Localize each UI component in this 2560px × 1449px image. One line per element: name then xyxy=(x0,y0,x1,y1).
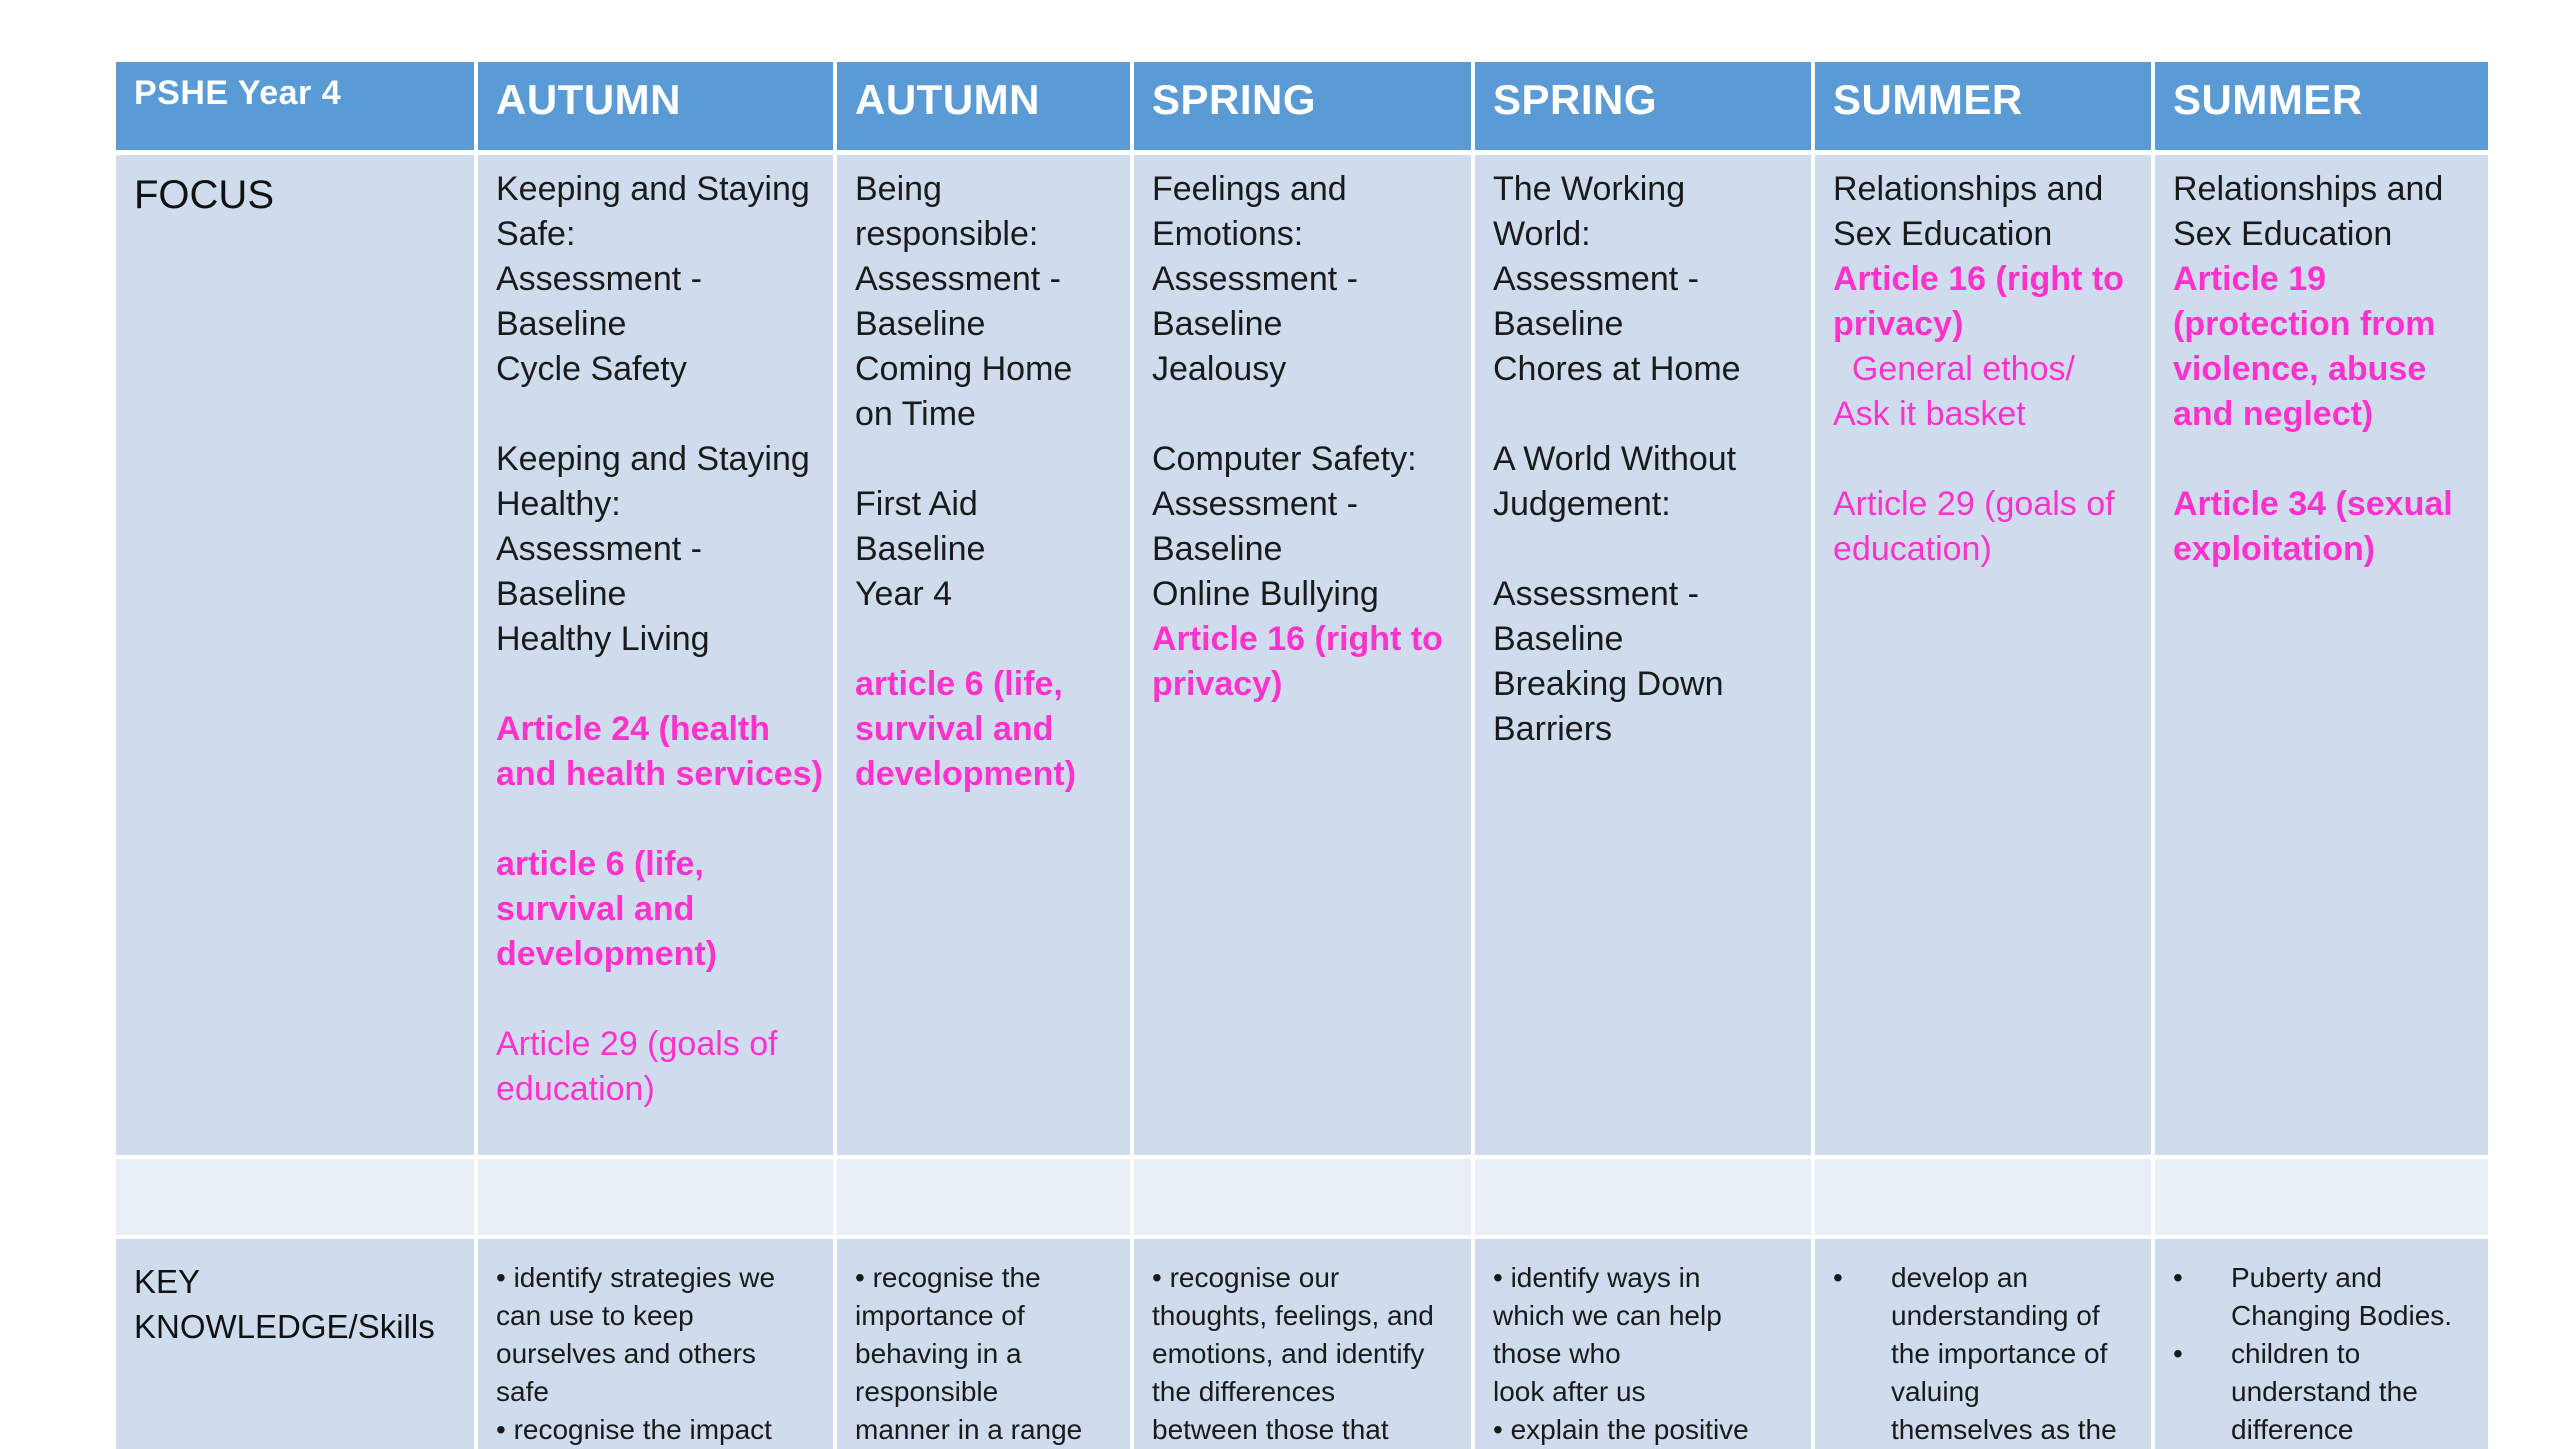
key-cell xyxy=(476,1237,835,1449)
article-reference-line: Article 16 (right to xyxy=(1833,260,2124,298)
term-header xyxy=(476,62,835,153)
key-line: difference xyxy=(2231,1414,2354,1445)
article-reference-line: violence, abuse xyxy=(2173,350,2427,388)
bullet-icon: • xyxy=(2173,1262,2183,1293)
focus-line: Relationships and xyxy=(1833,170,2104,208)
focus-line: Assessment - xyxy=(855,260,1061,298)
key-line: the importance of xyxy=(1891,1338,2108,1369)
key-line: thoughts, feelings, and xyxy=(1152,1300,1434,1331)
focus-line: Relationships and xyxy=(2173,170,2444,208)
article-reference-line: development) xyxy=(496,935,718,973)
focus-line: Computer Safety: xyxy=(1152,440,1417,478)
key-content xyxy=(2155,1239,2488,1449)
line-spacer xyxy=(855,437,1116,482)
focus-line: First Aid xyxy=(855,485,978,523)
table-title: PSHE Year 4 xyxy=(134,74,342,112)
bullet-icon: • xyxy=(2173,1338,2183,1369)
key-content xyxy=(837,1239,1130,1449)
key-line: Changing Bodies. xyxy=(2231,1300,2453,1331)
focus-line: A World Without xyxy=(1493,440,1737,478)
focus-line: Baseline xyxy=(496,305,627,343)
key-line: manner in a range xyxy=(855,1414,1083,1445)
focus-line: Assessment - xyxy=(1152,485,1358,523)
focus-line: Feelings and xyxy=(1152,170,1347,208)
bullet-text xyxy=(1891,1259,2117,1449)
article-reference-line: Article 19 xyxy=(2173,260,2327,298)
focus-content xyxy=(2155,155,2488,572)
article-reference-line: article 6 (life, xyxy=(855,665,1063,703)
key-line: the differences xyxy=(1152,1376,1336,1407)
key-line: valuing xyxy=(1891,1376,1980,1407)
focus-line: The Working xyxy=(1493,170,1686,208)
key-line: • recognise the xyxy=(855,1262,1041,1293)
bullet-text xyxy=(2231,1335,2418,1449)
line-spacer xyxy=(2173,437,2474,482)
article-reference-line: Article 24 (health xyxy=(496,710,770,748)
focus-label-cell xyxy=(114,153,476,1158)
key-line: understand the xyxy=(2231,1376,2418,1407)
focus-line: Online Bullying xyxy=(1152,575,1379,613)
line-spacer xyxy=(496,977,819,1022)
focus-line: World: xyxy=(1493,215,1591,253)
key-line: those who xyxy=(1493,1338,1621,1369)
line-spacer xyxy=(496,392,819,437)
focus-line: Chores at Home xyxy=(1493,350,1741,388)
key-line: safe xyxy=(496,1376,549,1407)
focus-line: Baseline xyxy=(1493,305,1624,343)
focus-content xyxy=(478,155,833,1112)
focus-line: Assessment - xyxy=(1493,575,1699,613)
key-line: Puberty and xyxy=(2231,1262,2382,1293)
key-content xyxy=(1134,1239,1471,1449)
focus-content xyxy=(837,155,1130,797)
article-reference-line: Article 29 (goals of xyxy=(496,1025,778,1063)
focus-content xyxy=(1134,155,1471,707)
focus-line: Barriers xyxy=(1493,710,1613,748)
focus-line: Safe: xyxy=(496,215,576,253)
term-header xyxy=(835,62,1132,153)
key-line: which we can help xyxy=(1493,1300,1722,1331)
focus-label: FOCUS xyxy=(134,173,274,217)
spacer-cell xyxy=(476,1157,835,1237)
key-cell xyxy=(1132,1237,1473,1449)
focus-cell xyxy=(1813,153,2153,1158)
spacer-cell xyxy=(1813,1157,2153,1237)
focus-line: Baseline xyxy=(1493,620,1624,658)
article-reference-line: (protection from xyxy=(2173,305,2436,343)
article-reference-line: privacy) xyxy=(1152,665,1283,703)
key-line: look after us xyxy=(1493,1376,1646,1407)
term-label: SPRING xyxy=(1493,76,1658,123)
term-label: SPRING xyxy=(1152,76,1317,123)
focus-line: Cycle Safety xyxy=(496,350,687,388)
focus-line: Keeping and Staying xyxy=(496,440,810,478)
focus-line: Judgement: xyxy=(1493,485,1671,523)
bullet-text xyxy=(2231,1259,2452,1335)
spacer-cell xyxy=(1132,1157,1473,1237)
key-line: • recognise our xyxy=(1152,1262,1340,1293)
focus-line: Baseline xyxy=(1152,305,1283,343)
key-line: can use to keep xyxy=(496,1300,694,1331)
focus-line: Healthy Living xyxy=(496,620,710,658)
article-reference-line: education) xyxy=(496,1070,655,1108)
article-reference-line: survival and xyxy=(855,710,1054,748)
focus-line: Keeping and Staying xyxy=(496,170,810,208)
focus-content xyxy=(1475,155,1811,752)
table-title-cell xyxy=(114,62,476,153)
focus-line: responsible: xyxy=(855,215,1039,253)
article-reference-line: Article 34 (sexual xyxy=(2173,485,2453,523)
focus-line: Baseline xyxy=(855,305,986,343)
key-label xyxy=(116,1239,474,1349)
focus-line: Assessment - xyxy=(496,260,702,298)
line-spacer xyxy=(1152,392,1457,437)
key-line: develop an xyxy=(1891,1262,2029,1293)
focus-line: Healthy: xyxy=(496,485,621,523)
key-line: • recognise the impact xyxy=(496,1414,772,1445)
focus-line: Assessment - xyxy=(496,530,702,568)
key-line: themselves as the xyxy=(1891,1414,2117,1445)
article-reference-line: privacy) xyxy=(1833,305,1964,343)
key-cell xyxy=(1473,1237,1813,1449)
term-label: AUTUMN xyxy=(496,76,681,123)
pshe-plan-table xyxy=(112,62,2492,1449)
key-line: • identify ways in xyxy=(1493,1262,1701,1293)
key-line: behaving in a xyxy=(855,1338,1022,1369)
key-label-cell xyxy=(114,1237,476,1449)
article-reference-line: Article 16 (right to xyxy=(1152,620,1443,658)
article-reference-line: and health services) xyxy=(496,755,823,793)
spacer-row xyxy=(114,1157,2490,1237)
key-content xyxy=(478,1239,833,1449)
bullet-item xyxy=(2173,1259,2480,1335)
focus-line: Sex Education xyxy=(2173,215,2393,253)
focus-line: Baseline xyxy=(1152,530,1283,568)
key-line: between those that xyxy=(1152,1414,1389,1445)
focus-cell xyxy=(835,153,1132,1158)
focus-line: Emotions: xyxy=(1152,215,1304,253)
line-spacer xyxy=(496,797,819,842)
key-content xyxy=(1815,1239,2151,1449)
key-cell xyxy=(2153,1237,2490,1449)
article-reference-line: education) xyxy=(1833,530,1992,568)
key-line: importance of xyxy=(855,1300,1025,1331)
line-spacer xyxy=(1493,527,1797,572)
focus-line: on Time xyxy=(855,395,976,433)
key-content xyxy=(1475,1239,1811,1449)
key-line: children to xyxy=(2231,1338,2361,1369)
bullet-item xyxy=(2173,1335,2480,1449)
key-line: emotions, and identify xyxy=(1152,1338,1425,1369)
line-spacer xyxy=(496,662,819,707)
term-header xyxy=(1132,62,1473,153)
bullet-item xyxy=(1833,1259,2143,1449)
focus-line: Sex Education xyxy=(1833,215,2053,253)
header-row xyxy=(114,62,2490,153)
focus-cell xyxy=(1473,153,1813,1158)
focus-cell xyxy=(2153,153,2490,1158)
key-knowledge-row xyxy=(114,1237,2490,1449)
focus-content xyxy=(1815,155,2151,572)
article-reference-line: development) xyxy=(855,755,1077,793)
key-line: understanding of xyxy=(1891,1300,2100,1331)
focus-line: Assessment - xyxy=(1493,260,1699,298)
article-reference-line: survival and xyxy=(496,890,695,928)
article-reference-line: article 6 (life, xyxy=(496,845,704,883)
term-header xyxy=(1813,62,2153,153)
key-label-line: KEY xyxy=(134,1263,201,1300)
spacer-cell xyxy=(1473,1157,1813,1237)
key-line: ourselves and others xyxy=(496,1338,756,1369)
key-line: responsible xyxy=(855,1376,999,1407)
article-reference-line: General ethos/ xyxy=(1833,350,2075,388)
article-reference-line: Ask it basket xyxy=(1833,395,2026,433)
spacer-cell xyxy=(114,1157,476,1237)
term-header xyxy=(2153,62,2490,153)
focus-line: Breaking Down xyxy=(1493,665,1724,703)
line-spacer xyxy=(855,617,1116,662)
term-header xyxy=(1473,62,1813,153)
article-reference-line: and neglect) xyxy=(2173,395,2374,433)
line-spacer xyxy=(1833,437,2137,482)
key-cell xyxy=(1813,1237,2153,1449)
focus-line: Coming Home xyxy=(855,350,1073,388)
bullet-icon: • xyxy=(1833,1262,1843,1293)
focus-line: Baseline xyxy=(496,575,627,613)
focus-cell xyxy=(476,153,835,1158)
term-label: SUMMER xyxy=(1833,76,2023,123)
focus-line: Baseline xyxy=(855,530,986,568)
focus-cell xyxy=(1132,153,1473,1158)
term-label: AUTUMN xyxy=(855,76,1040,123)
key-label-line: KNOWLEDGE/Skills xyxy=(134,1308,435,1345)
focus-line: Jealousy xyxy=(1152,350,1287,388)
key-line: • identify strategies we xyxy=(496,1262,776,1293)
article-reference-line: exploitation) xyxy=(2173,530,2376,568)
spacer-cell xyxy=(835,1157,1132,1237)
focus-line: Year 4 xyxy=(855,575,953,613)
focus-line: Assessment - xyxy=(1152,260,1358,298)
line-spacer xyxy=(1493,392,1797,437)
spacer-cell xyxy=(2153,1157,2490,1237)
focus-line: Being xyxy=(855,170,942,208)
key-line: • explain the positive xyxy=(1493,1414,1749,1445)
key-cell xyxy=(835,1237,1132,1449)
focus-row xyxy=(114,153,2490,1158)
term-label: SUMMER xyxy=(2173,76,2363,123)
article-reference-line: Article 29 (goals of xyxy=(1833,485,2115,523)
